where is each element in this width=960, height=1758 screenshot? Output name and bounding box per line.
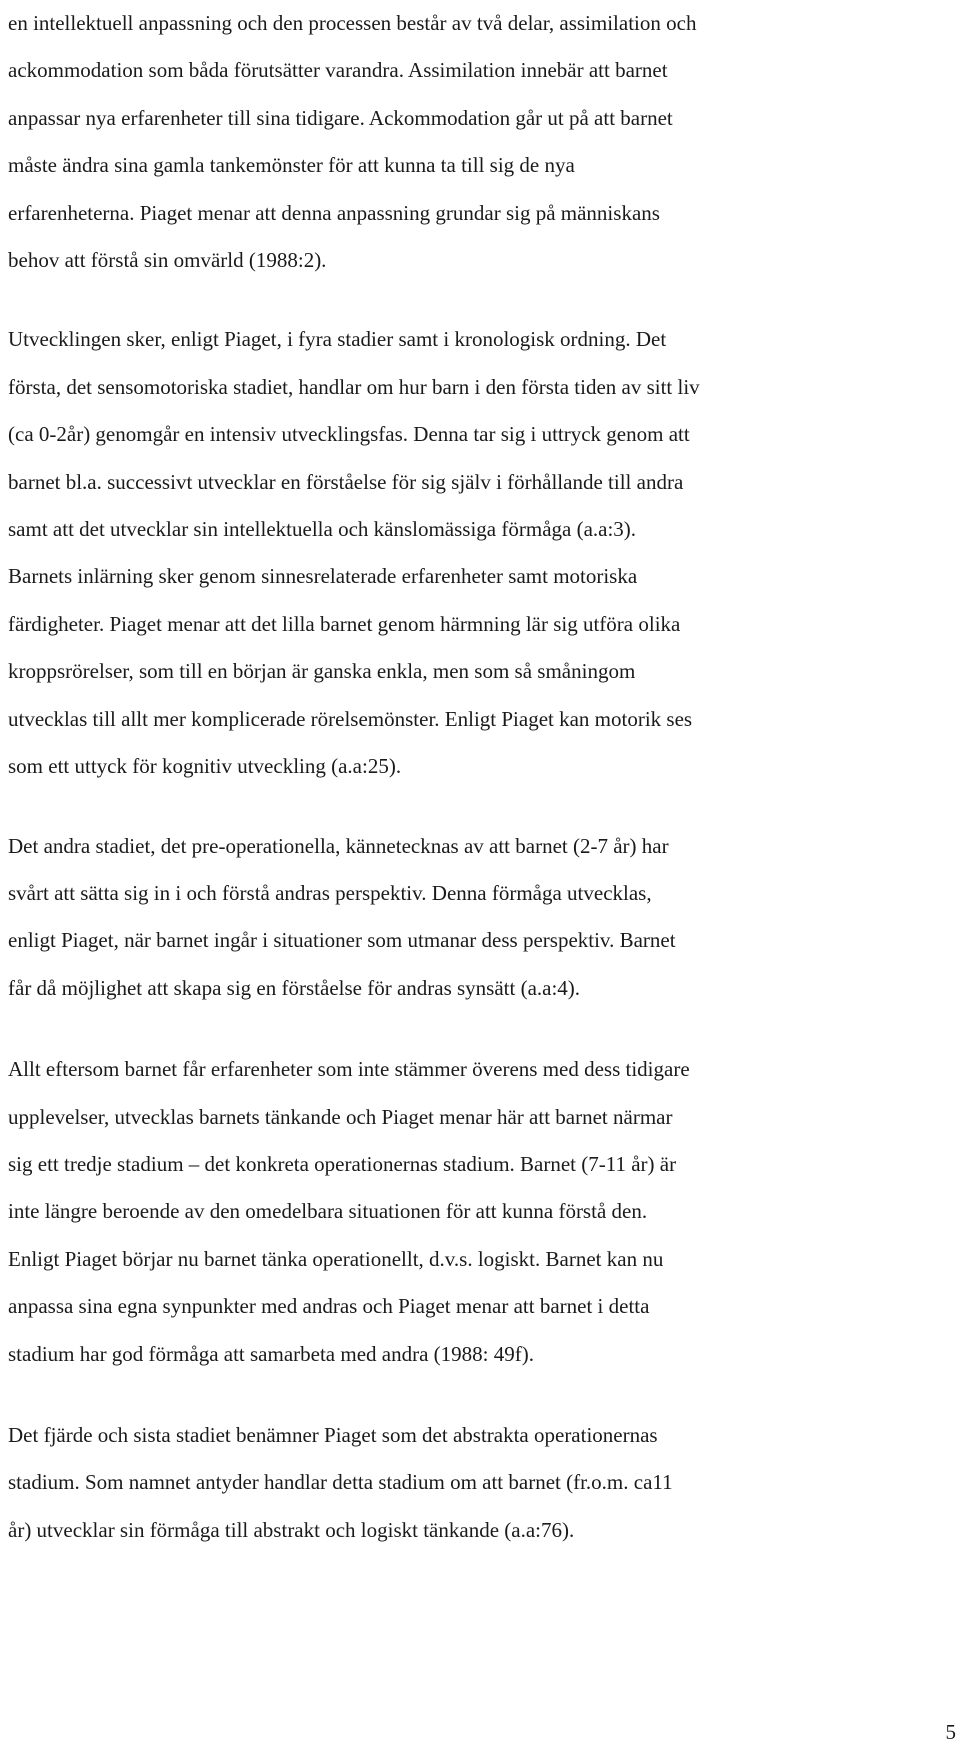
page-number: 5 [945,1720,956,1744]
paragraph-spacer [8,791,928,823]
text-line: Barnets inlärning sker genom sinnesrelaterade erfarenheter samt motoriska [8,564,638,589]
paragraph-preoperational-stage [8,823,928,1013]
text-line: svårt att sätta sig in i och förstå andras perspektiv. Denna förmåga utvecklas, [8,880,652,905]
text-line: stadium har god förmåga att samarbeta med andra (1988: 49f). [8,1341,534,1366]
paragraph-formal-operational-stage [8,1412,928,1554]
text-line: stadium. Som namnet antyder handlar detta stadium om att barnet (fr.o.m. ca11 [8,1470,673,1495]
text-line: inte längre beroende av den omedelbara situationen för att kunna förstå den. [8,1199,648,1224]
paragraph-sensorimotor-stage [8,316,928,790]
text-line: upplevelser, utvecklas barnets tänkande och Piaget menar här att barnet närmar [8,1104,673,1129]
text-line: Enligt Piaget börjar nu barnet tänka operationellt, d.v.s. logiskt. Barnet kan nu [8,1246,664,1271]
paragraph-concrete-operational-stage [8,1046,928,1378]
text-line: sig ett tredje stadium – det konkreta operationernas stadium. Barnet (7-11 år) är [8,1151,677,1176]
paragraph-spacer [8,1012,928,1046]
text-line: behov att förstå sin omvärld (1988:2). [8,248,327,273]
body-text [8,0,928,1554]
text-line: första, det sensomotoriska stadiet, handlar om hur barn i den första tiden av sitt liv [8,374,700,399]
text-line: Det andra stadiet, det pre-operationella, kännetecknas av att barnet (2-7 år) har [8,833,669,858]
text-line: får då möjlighet att skapa sig en förståelse för andras synsätt (a.a:4). [8,975,581,1000]
paragraph-spacer [8,1378,928,1412]
text-line: en intellektuell anpassning och den processen består av två delar, assimilation och [8,11,697,35]
text-line: (ca 0-2år) genomgår en intensiv utvecklingsfas. Denna tar sig i uttryck genom att [8,422,690,447]
paragraph-assimilation [8,0,928,284]
text-line: ackommodation som båda förutsätter varandra. Assimilation innebär att barnet [8,58,668,83]
text-line: Det fjärde och sista stadiet benämner Piaget som det abstrakta operationernas [8,1422,658,1447]
text-line: barnet bl.a. successivt utvecklar en förståelse för sig själv i förhållande till andra [8,469,684,494]
text-line: utvecklas till allt mer komplicerade rörelsemönster. Enligt Piaget kan motorik ses [8,706,693,731]
text-line: enligt Piaget, när barnet ingår i situationer som utmanar dess perspektiv. Barnet [8,928,676,953]
text-line: måste ändra sina gamla tankemönster för att kunna ta till sig de nya [8,153,575,178]
text-line: anpassa sina egna synpunkter med andras och Piaget menar att barnet i detta [8,1294,650,1319]
text-line: som ett uttyck för kognitiv utveckling (a.a:25). [8,754,402,779]
paragraph-spacer [8,284,928,316]
text-line: färdigheter. Piaget menar att det lilla barnet genom härmning lär sig utföra olika [8,611,681,636]
text-line: anpassar nya erfarenheter till sina tidigare. Ackommodation går ut på att barnet [8,105,673,130]
text-line: Utvecklingen sker, enligt Piaget, i fyra stadier samt i kronologisk ordning. Det [8,327,667,352]
text-line: erfarenheterna. Piaget menar att denna anpassning grundar sig på människans [8,200,660,225]
text-line: Allt eftersom barnet får erfarenheter som inte stämmer överens med dess tidigare [8,1057,690,1082]
text-line: samt att det utvecklar sin intellektuella och känslomässiga förmåga (a.a:3). [8,517,637,542]
text-line: år) utvecklar sin förmåga till abstrakt och logiskt tänkande (a.a:76). [8,1517,575,1542]
text-line: kroppsrörelser, som till en början är ganska enkla, men som så småningom [8,659,636,684]
